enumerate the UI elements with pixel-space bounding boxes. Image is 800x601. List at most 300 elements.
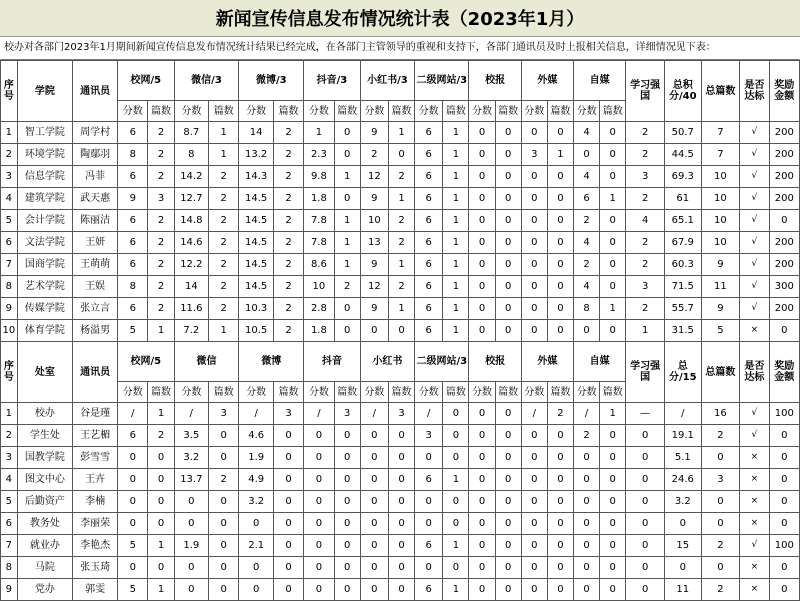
cell-value[interactable]: 0 [600,320,626,342]
cell-value[interactable]: 0 [547,491,573,513]
header-channel[interactable]: 小红书 [360,342,414,382]
cell-value[interactable]: 0 [495,425,521,447]
cell-unit[interactable]: 环境学院 [17,144,72,166]
cell-total-count[interactable]: 3 [701,469,740,491]
cell-value[interactable]: 0 [273,469,303,491]
cell-total-count[interactable]: 0 [701,557,740,579]
cell-total-count[interactable]: 10 [701,232,740,254]
subheader-score[interactable]: 分数 [304,101,334,122]
cell-value[interactable]: 2 [626,254,665,276]
cell-value[interactable]: 2 [148,254,174,276]
cell-pass[interactable]: √ [740,298,769,320]
cell-value[interactable]: 0 [209,491,239,513]
cell-value[interactable]: 2 [273,232,303,254]
cell-total-score[interactable]: 50.7 [664,122,701,144]
cell-reporter[interactable]: 王娱 [73,276,118,298]
cell-value[interactable]: 2 [148,166,174,188]
header-reporter[interactable]: 通讯员 [73,61,118,122]
cell-value[interactable]: 3 [521,144,547,166]
cell-value[interactable]: / [304,403,334,425]
cell-total-score[interactable]: 69.3 [664,166,701,188]
header-channel[interactable]: 抖音 [304,342,360,382]
cell-value[interactable]: 6 [415,232,443,254]
subheader-count[interactable]: 篇数 [209,382,239,403]
cell-pass[interactable]: × [740,513,769,535]
cell-value[interactable]: 0 [148,469,174,491]
cell-value[interactable]: 0 [360,513,388,535]
cell-value[interactable]: 6 [415,144,443,166]
cell-value[interactable]: 6 [118,298,148,320]
cell-value[interactable]: 0 [626,579,665,601]
cell-value[interactable]: 3.5 [174,425,209,447]
cell-value[interactable]: 2 [626,144,665,166]
cell-value[interactable]: 1 [388,254,414,276]
cell-value[interactable]: 0 [360,557,388,579]
subheader-score[interactable]: 分数 [521,101,547,122]
cell-value[interactable]: 0 [600,469,626,491]
cell-value[interactable]: 0 [626,535,665,557]
header-channel[interactable]: 自媒 [574,61,626,101]
cell-value[interactable]: 0 [209,425,239,447]
cell-unit[interactable]: 信息学院 [17,166,72,188]
header-channel[interactable]: 校报 [469,342,521,382]
cell-value[interactable]: 14.5 [239,188,274,210]
cell-value[interactable]: 1 [443,232,469,254]
cell-total-count[interactable]: 5 [701,320,740,342]
cell-value[interactable]: 2 [209,188,239,210]
header-pass[interactable]: 是否达标 [740,342,769,403]
cell-value[interactable]: 2 [148,298,174,320]
cell-value[interactable]: 1.8 [304,188,334,210]
cell-pass[interactable]: √ [740,535,769,557]
cell-total-count[interactable]: 7 [701,122,740,144]
cell-unit[interactable]: 会计学院 [17,210,72,232]
cell-value[interactable]: 2 [148,276,174,298]
cell-value[interactable]: 6 [118,122,148,144]
cell-value[interactable]: 0 [469,579,495,601]
cell-reporter[interactable]: 李丽荣 [73,513,118,535]
cell-value[interactable]: 0 [495,144,521,166]
cell-value[interactable]: 3 [209,403,239,425]
cell-reporter[interactable]: 张玉琦 [73,557,118,579]
cell-total-score[interactable]: 5.1 [664,447,701,469]
cell-value[interactable]: 6 [415,579,443,601]
cell-value[interactable]: 0 [626,447,665,469]
cell-value[interactable]: 0 [273,579,303,601]
cell-value[interactable]: 1 [209,320,239,342]
cell-value[interactable]: 0 [209,535,239,557]
cell-value[interactable]: 0 [443,557,469,579]
cell-value[interactable]: 1 [388,298,414,320]
cell-value[interactable]: 7.8 [304,232,334,254]
cell-value[interactable]: 0 [547,425,573,447]
cell-total-count[interactable]: 2 [701,425,740,447]
cell-value[interactable]: 0 [388,320,414,342]
cell-value[interactable]: 0 [547,447,573,469]
cell-value[interactable]: 3.2 [174,447,209,469]
cell-reporter[interactable]: 郭雯 [73,579,118,601]
cell-value[interactable]: 0 [469,144,495,166]
cell-award[interactable]: 0 [769,469,799,491]
subheader-score[interactable]: 分数 [469,101,495,122]
cell-total-count[interactable]: 2 [701,535,740,557]
cell-value[interactable]: 1 [443,210,469,232]
cell-value[interactable]: 0 [118,491,148,513]
cell-value[interactable]: 1 [209,144,239,166]
cell-value[interactable]: 0 [521,254,547,276]
cell-reporter[interactable]: 王艺楣 [73,425,118,447]
cell-value[interactable]: 6 [415,166,443,188]
subheader-count[interactable]: 篇数 [388,382,414,403]
cell-value[interactable]: 4 [574,276,600,298]
cell-value[interactable]: 0 [547,469,573,491]
cell-unit[interactable]: 教务处 [17,513,72,535]
cell-value[interactable]: 0 [304,447,334,469]
cell-value[interactable]: 0 [334,188,360,210]
header-pass[interactable]: 是否达标 [740,61,769,122]
cell-pass[interactable]: √ [740,254,769,276]
cell-value[interactable]: 0 [521,469,547,491]
cell-value[interactable]: 2.8 [304,298,334,320]
cell-value[interactable]: 1 [443,579,469,601]
cell-value[interactable]: 1 [334,166,360,188]
cell-value[interactable]: 0 [495,320,521,342]
cell-value[interactable]: 0 [304,557,334,579]
cell-value[interactable]: 0 [495,232,521,254]
cell-seq[interactable]: 2 [1,144,18,166]
cell-pass[interactable]: √ [740,166,769,188]
cell-value[interactable]: 0 [388,535,414,557]
cell-total-score[interactable]: 71.5 [664,276,701,298]
cell-pass[interactable]: × [740,447,769,469]
cell-value[interactable]: 1 [600,298,626,320]
cell-value[interactable]: 10 [304,276,334,298]
cell-unit[interactable]: 学生处 [17,425,72,447]
cell-value[interactable]: 2 [388,210,414,232]
cell-seq[interactable]: 1 [1,403,18,425]
subheader-count[interactable]: 篇数 [443,382,469,403]
subheader-count[interactable]: 篇数 [495,101,521,122]
cell-value[interactable]: 0 [334,557,360,579]
cell-value[interactable]: / [574,403,600,425]
cell-value[interactable]: 0 [521,535,547,557]
cell-award[interactable]: 0 [769,320,799,342]
cell-value[interactable]: 0 [495,557,521,579]
cell-value[interactable]: 0 [521,491,547,513]
cell-value[interactable]: 9 [118,188,148,210]
subheader-score[interactable]: 分数 [304,382,334,403]
header-channel[interactable]: 学习强国 [626,342,665,403]
cell-seq[interactable]: 4 [1,188,18,210]
header-seq[interactable]: 序号 [1,342,18,403]
cell-value[interactable]: 0 [388,579,414,601]
cell-value[interactable]: 2 [574,210,600,232]
cell-value[interactable]: 0 [360,579,388,601]
subheader-score[interactable]: 分数 [174,382,209,403]
cell-value[interactable]: 0 [118,557,148,579]
cell-value[interactable]: 6 [118,166,148,188]
cell-value[interactable]: 0 [521,557,547,579]
cell-value[interactable]: 0 [239,579,274,601]
cell-value[interactable]: 0 [388,557,414,579]
cell-total-count[interactable]: 11 [701,276,740,298]
cell-unit[interactable]: 校办 [17,403,72,425]
cell-value[interactable]: 1 [443,144,469,166]
cell-seq[interactable]: 6 [1,513,18,535]
cell-value[interactable]: 0 [521,210,547,232]
cell-value[interactable]: 0 [547,298,573,320]
cell-value[interactable]: 14.5 [239,254,274,276]
cell-value[interactable]: 0 [415,447,443,469]
cell-value[interactable]: 0 [600,210,626,232]
cell-value[interactable]: 12.7 [174,188,209,210]
cell-value[interactable]: 0 [600,513,626,535]
cell-value[interactable]: 1 [443,276,469,298]
cell-value[interactable]: 1 [443,188,469,210]
cell-value[interactable]: 14.6 [174,232,209,254]
cell-value[interactable]: 0 [521,166,547,188]
cell-value[interactable]: 2.3 [304,144,334,166]
cell-pass[interactable]: √ [740,188,769,210]
cell-value[interactable]: 0 [469,166,495,188]
cell-value[interactable]: 1 [388,188,414,210]
cell-value[interactable]: 0 [521,447,547,469]
cell-reporter[interactable]: 李艳杰 [73,535,118,557]
cell-value[interactable]: 0 [148,513,174,535]
cell-pass[interactable]: √ [740,144,769,166]
cell-award[interactable]: 200 [769,232,799,254]
cell-pass[interactable]: √ [740,232,769,254]
cell-value[interactable]: 14.2 [174,166,209,188]
cell-value[interactable]: 0 [600,166,626,188]
cell-value[interactable]: 0 [304,535,334,557]
cell-total-score[interactable]: 15 [664,535,701,557]
cell-value[interactable]: 2 [209,166,239,188]
cell-value[interactable]: 0 [574,557,600,579]
subheader-score[interactable]: 分数 [574,382,600,403]
cell-value[interactable]: 0 [600,144,626,166]
cell-total-count[interactable]: 10 [701,188,740,210]
cell-value[interactable]: 0 [521,232,547,254]
subheader-count[interactable]: 篇数 [148,101,174,122]
subheader-count[interactable]: 篇数 [443,101,469,122]
cell-unit[interactable]: 马院 [17,557,72,579]
cell-value[interactable]: — [626,403,665,425]
cell-value[interactable]: 0 [574,469,600,491]
cell-value[interactable]: 4 [574,122,600,144]
cell-value[interactable]: 4 [574,232,600,254]
cell-unit[interactable]: 就业办 [17,535,72,557]
cell-value[interactable]: 10 [360,210,388,232]
cell-value[interactable]: 6 [415,188,443,210]
cell-seq[interactable]: 4 [1,469,18,491]
header-channel[interactable]: 学习强国 [626,61,665,122]
cell-total-count[interactable]: 9 [701,254,740,276]
cell-value[interactable]: 0 [334,298,360,320]
cell-value[interactable]: 0 [521,513,547,535]
cell-value[interactable]: 0 [209,579,239,601]
cell-value[interactable]: 0 [600,232,626,254]
cell-value[interactable]: 0 [495,122,521,144]
cell-value[interactable]: 8 [574,298,600,320]
cell-value[interactable]: 0 [443,513,469,535]
cell-value[interactable]: 14 [174,276,209,298]
cell-value[interactable]: 8 [174,144,209,166]
cell-value[interactable]: 0 [521,188,547,210]
cell-value[interactable]: 1 [600,188,626,210]
cell-value[interactable]: 0 [273,491,303,513]
cell-value[interactable]: 0 [495,579,521,601]
subheader-score[interactable]: 分数 [360,382,388,403]
cell-value[interactable]: 6 [415,298,443,320]
cell-value[interactable]: / [239,403,274,425]
cell-value[interactable]: 0 [469,298,495,320]
cell-value[interactable]: 3 [273,403,303,425]
cell-value[interactable]: 0 [118,513,148,535]
cell-value[interactable]: 0 [574,447,600,469]
cell-unit[interactable]: 艺术学院 [17,276,72,298]
subheader-score[interactable]: 分数 [360,101,388,122]
cell-value[interactable]: 3.2 [239,491,274,513]
cell-seq[interactable]: 9 [1,579,18,601]
cell-value[interactable]: 2 [273,144,303,166]
cell-value[interactable]: 0 [600,122,626,144]
cell-value[interactable]: 0 [600,579,626,601]
cell-total-score[interactable]: 44.5 [664,144,701,166]
header-channel[interactable]: 微信/3 [174,61,239,101]
cell-value[interactable]: 0 [174,557,209,579]
cell-value[interactable]: 0 [469,254,495,276]
cell-value[interactable]: 0 [495,166,521,188]
cell-value[interactable]: 0 [574,535,600,557]
cell-value[interactable]: 6 [415,535,443,557]
cell-value[interactable]: 0 [273,513,303,535]
cell-value[interactable]: 2 [273,298,303,320]
cell-award[interactable]: 200 [769,122,799,144]
cell-value[interactable]: 0 [495,403,521,425]
cell-total-count[interactable]: 7 [701,144,740,166]
cell-value[interactable]: 0 [174,579,209,601]
cell-value[interactable]: 2 [626,232,665,254]
cell-value[interactable]: 0 [360,425,388,447]
cell-value[interactable]: 6 [118,232,148,254]
cell-value[interactable]: 11.6 [174,298,209,320]
cell-value[interactable]: 0 [415,491,443,513]
cell-value[interactable]: 12 [360,276,388,298]
cell-total-count[interactable]: 0 [701,491,740,513]
cell-seq[interactable]: 3 [1,166,18,188]
subheader-count[interactable]: 篇数 [334,101,360,122]
header-total-count[interactable]: 总篇数 [701,61,740,122]
cell-value[interactable]: 13.7 [174,469,209,491]
cell-value[interactable]: 2 [547,403,573,425]
cell-value[interactable]: 0 [209,513,239,535]
cell-unit[interactable]: 传媒学院 [17,298,72,320]
header-channel[interactable]: 微博/3 [239,61,304,101]
cell-value[interactable]: 9 [360,254,388,276]
subheader-score[interactable]: 分数 [118,382,148,403]
subheader-count[interactable]: 篇数 [209,101,239,122]
cell-value[interactable]: 0 [521,276,547,298]
cell-value[interactable]: 2 [388,166,414,188]
cell-value[interactable]: 0 [469,513,495,535]
cell-award[interactable]: 200 [769,254,799,276]
cell-award[interactable]: 0 [769,210,799,232]
cell-value[interactable]: 0 [469,210,495,232]
cell-value[interactable]: 0 [304,425,334,447]
cell-reporter[interactable]: 武天惠 [73,188,118,210]
cell-pass[interactable]: √ [740,403,769,425]
cell-value[interactable]: 0 [209,557,239,579]
cell-value[interactable]: 0 [334,579,360,601]
cell-value[interactable]: 0 [495,210,521,232]
cell-seq[interactable]: 6 [1,232,18,254]
cell-value[interactable]: 0 [388,469,414,491]
cell-award[interactable]: 200 [769,298,799,320]
cell-award[interactable]: 0 [769,447,799,469]
cell-total-score[interactable]: 24.6 [664,469,701,491]
cell-seq[interactable]: 1 [1,122,18,144]
cell-value[interactable]: 0 [547,254,573,276]
cell-value[interactable]: 0 [600,276,626,298]
cell-value[interactable]: 3 [626,276,665,298]
cell-value[interactable]: 0 [600,254,626,276]
cell-total-count[interactable]: 10 [701,166,740,188]
cell-value[interactable]: 13 [360,232,388,254]
cell-value[interactable]: 0 [574,144,600,166]
cell-value[interactable]: 0 [469,232,495,254]
cell-seq[interactable]: 2 [1,425,18,447]
header-channel[interactable]: 微博 [239,342,304,382]
cell-value[interactable]: 0 [469,403,495,425]
header-channel[interactable]: 外媒 [521,342,573,382]
cell-reporter[interactable]: 冯菲 [73,166,118,188]
cell-value[interactable]: 0 [574,320,600,342]
cell-value[interactable]: 10.3 [239,298,274,320]
cell-value[interactable]: 0 [388,425,414,447]
cell-total-score[interactable]: 60.3 [664,254,701,276]
cell-value[interactable]: 0 [209,447,239,469]
cell-value[interactable]: 0 [334,144,360,166]
subheader-score[interactable]: 分数 [574,101,600,122]
cell-value[interactable]: 0 [273,447,303,469]
cell-value[interactable]: 0 [600,491,626,513]
cell-reporter[interactable]: 王妍 [73,232,118,254]
cell-total-count[interactable]: 16 [701,403,740,425]
cell-award[interactable]: 0 [769,491,799,513]
cell-reporter[interactable]: 张立言 [73,298,118,320]
subheader-count[interactable]: 篇数 [273,382,303,403]
cell-value[interactable]: 0 [600,447,626,469]
cell-value[interactable]: 3 [334,403,360,425]
cell-unit[interactable]: 文法学院 [17,232,72,254]
cell-seq[interactable]: 3 [1,447,18,469]
cell-value[interactable]: 0 [334,535,360,557]
cell-award[interactable]: 100 [769,403,799,425]
cell-value[interactable]: 0 [334,122,360,144]
cell-value[interactable]: 0 [547,188,573,210]
cell-value[interactable]: 0 [600,425,626,447]
cell-pass[interactable]: × [740,557,769,579]
cell-value[interactable]: 0 [334,469,360,491]
cell-value[interactable]: / [521,403,547,425]
cell-value[interactable]: 0 [469,276,495,298]
subheader-score[interactable]: 分数 [469,382,495,403]
cell-value[interactable]: 2 [273,276,303,298]
cell-value[interactable]: 0 [415,557,443,579]
cell-seq[interactable]: 7 [1,254,18,276]
cell-value[interactable]: 0 [547,579,573,601]
